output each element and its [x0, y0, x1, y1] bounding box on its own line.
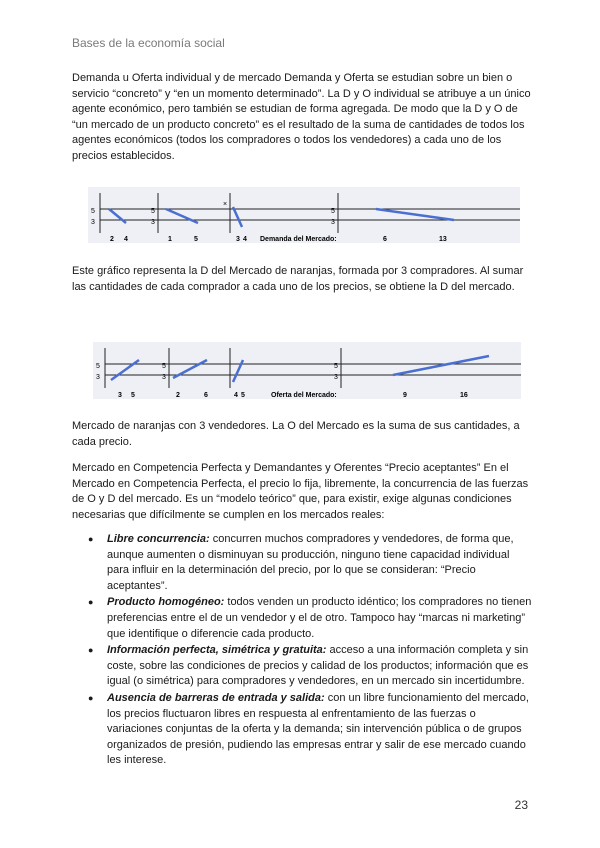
demand-y-label: 5	[151, 208, 155, 215]
demand-chart	[88, 187, 520, 243]
demand-x-label: 1	[168, 236, 172, 243]
demand-x-label: 4	[243, 236, 247, 243]
paragraph-supply-explanation: Mercado de naranjas con 3 vendedores. La O del Mercado es la suma de sus cantidades, a cada precio.	[72, 420, 520, 448]
demand-x-label: 2	[110, 236, 114, 243]
supply-x-label: 6	[204, 392, 208, 399]
supply-figure	[93, 342, 521, 399]
supply-x-label: 3	[118, 392, 122, 399]
supply-x-label: 2	[176, 392, 180, 399]
list-item-term: Libre concurrencia:	[107, 533, 210, 545]
list-item: ● Ausencia de barreras de entrada y salida: con un libre funcionamiento del mercado, los precios fluctuaron libres en respuesta al enfrentamiento de las fuerzas o variaciones conjuntas de la oferta y la demanda; sin intervención pública o de grupos organizados de presión, pudiendo las empresas entrar y salir de ese mercado cuando les interese.	[88, 691, 529, 767]
paragraph-demand-intro: Demanda u Oferta individual y de mercado Demanda y Oferta se estudian sobre un bien o servicio “concreto” y “en un momento determinado”. La D y O individual se atribuye a un único agente económico, pero también se estudian de forma agregada. De modo que la D y O de “un mercado de un producto concreto” es el resultado de la suma de cantidades de todos los agentes económicos (todos los compradores o todos los vendedores) a cada uno de los precios establecidos.	[72, 72, 531, 162]
demand-x-label: 4	[124, 236, 128, 243]
supply-y-label: 3	[334, 374, 338, 381]
list-item-term: Ausencia de barreras de entrada y salida:	[107, 691, 325, 704]
supply-y-label: 5	[96, 363, 100, 370]
demand-x-label: 5	[194, 236, 198, 243]
demand-x-label: 13	[439, 236, 447, 243]
page-header: Bases de la economía social	[72, 36, 225, 50]
list-item-text: acceso a una información completa y sin coste, sobre las condiciones de precios y calidad de los productos; información que es igual (o simétrica) para compradores y vendedores, en un mercado sin incertidumbre.	[107, 644, 529, 688]
demand-y-label: 3	[151, 219, 155, 226]
demand-caption: Demanda del Mercado:	[260, 236, 337, 243]
supply-x-label: 5	[241, 392, 245, 399]
supply-x-label: 9	[403, 392, 407, 399]
paragraph-perfect-competition: Mercado en Competencia Perfecta y Demandantes y Oferentes “Precio aceptantes” En el Mercado en Competencia Perfecta, el precio lo fija, libremente, la concurrencia de las fuerzas de O y D del mercado. Es un “modelo teórico” que, para existir, exige algunas condiciones necesarias que difícilmente se cumplen en los mercados reales:	[72, 462, 529, 521]
list-item-term: Información perfecta, simétrica y gratuita:	[107, 644, 327, 657]
paragraph-demand-explanation: Este gráfico representa la D del Mercado de naranjas, formada por 3 compradores. Al sumar las cantidades de cada comprador a cada uno de los precios, se obtiene la D del mercado.	[72, 265, 524, 293]
supply-y-label: 3	[162, 374, 166, 381]
demand-x-label: 3	[236, 236, 240, 243]
demand-curve-market	[376, 209, 454, 220]
list-item: ● Libre concurrencia: concurren muchos compradores y vendedores, de forma que, aunque aumenten o disminuyan su producción, ninguno tiene capacidad individual para influir en la determinación del precio, por lo que se consideran: “Precio aceptantes”.	[88, 533, 514, 592]
list-item: ● Información perfecta, simétrica y gratuita: acceso a una información completa y sin coste, sobre las condiciones de precios y calidad de los productos; información que es igual (o simétrica) para compradores y vendedores, en un mercado sin incertidumbre.	[88, 644, 529, 688]
supply-curve-market	[393, 356, 489, 375]
list-item-text: concurren muchos compradores y vendedores, de forma que, aunque aumenten o disminuyan su producción, ninguno tiene capacidad individual para influir en la determinación del precio, por lo que se consideran: “Precio aceptantes”.	[107, 533, 514, 592]
demand-star-mark: ×	[223, 201, 228, 208]
supply-curve-seller-1	[111, 360, 139, 380]
demand-figure	[88, 187, 520, 243]
supply-x-label: 4	[234, 392, 238, 399]
demand-y-label: 3	[331, 219, 335, 226]
supply-y-label: 3	[96, 374, 100, 381]
demand-curve-buyer-2	[166, 209, 198, 223]
supply-y-label: 5	[162, 363, 166, 370]
supply-curve-seller-3	[233, 360, 243, 382]
demand-y-label: 5	[331, 208, 335, 215]
supply-x-label: 16	[460, 392, 468, 399]
supply-x-label: 5	[131, 392, 135, 399]
demand-curve-buyer-1	[109, 209, 126, 223]
list-item-text: con un libre funcionamiento del mercado, los precios fluctuaron libres en respuesta al enfrentamiento de las fuerzas o variaciones conjuntas de la oferta y la demanda; sin intervención pública o de grupos organizados de presión, pudiendo las empresas entrar y salir de ese mercado cuando les interese.	[107, 691, 529, 767]
demand-curve-buyer-3	[233, 207, 242, 227]
list-item: ● Producto homogéneo: todos venden un producto idéntico; los compradores no tienen preferencias entre el de un vendedor y el de otro. Tampoco hay “marcas ni marketing” que identifique o diferencie cada producto.	[88, 596, 532, 640]
supply-chart	[93, 342, 521, 399]
supply-caption: Oferta del Mercado:	[271, 392, 337, 399]
demand-y-label: 3	[91, 219, 95, 226]
demand-x-label: 6	[383, 236, 387, 243]
demand-y-label: 5	[91, 208, 95, 215]
list-item-term: Producto homogéneo:	[107, 596, 225, 609]
page-number: 23	[514, 798, 528, 812]
list-item-text: todos venden un producto idéntico; los compradores no tienen preferencias entre el de un vendedor y el de otro. Tampoco hay “marcas ni marketing” que identifique o diferencie cada producto.	[107, 596, 532, 640]
conditions-list	[72, 532, 534, 770]
supply-y-label: 5	[334, 363, 338, 370]
